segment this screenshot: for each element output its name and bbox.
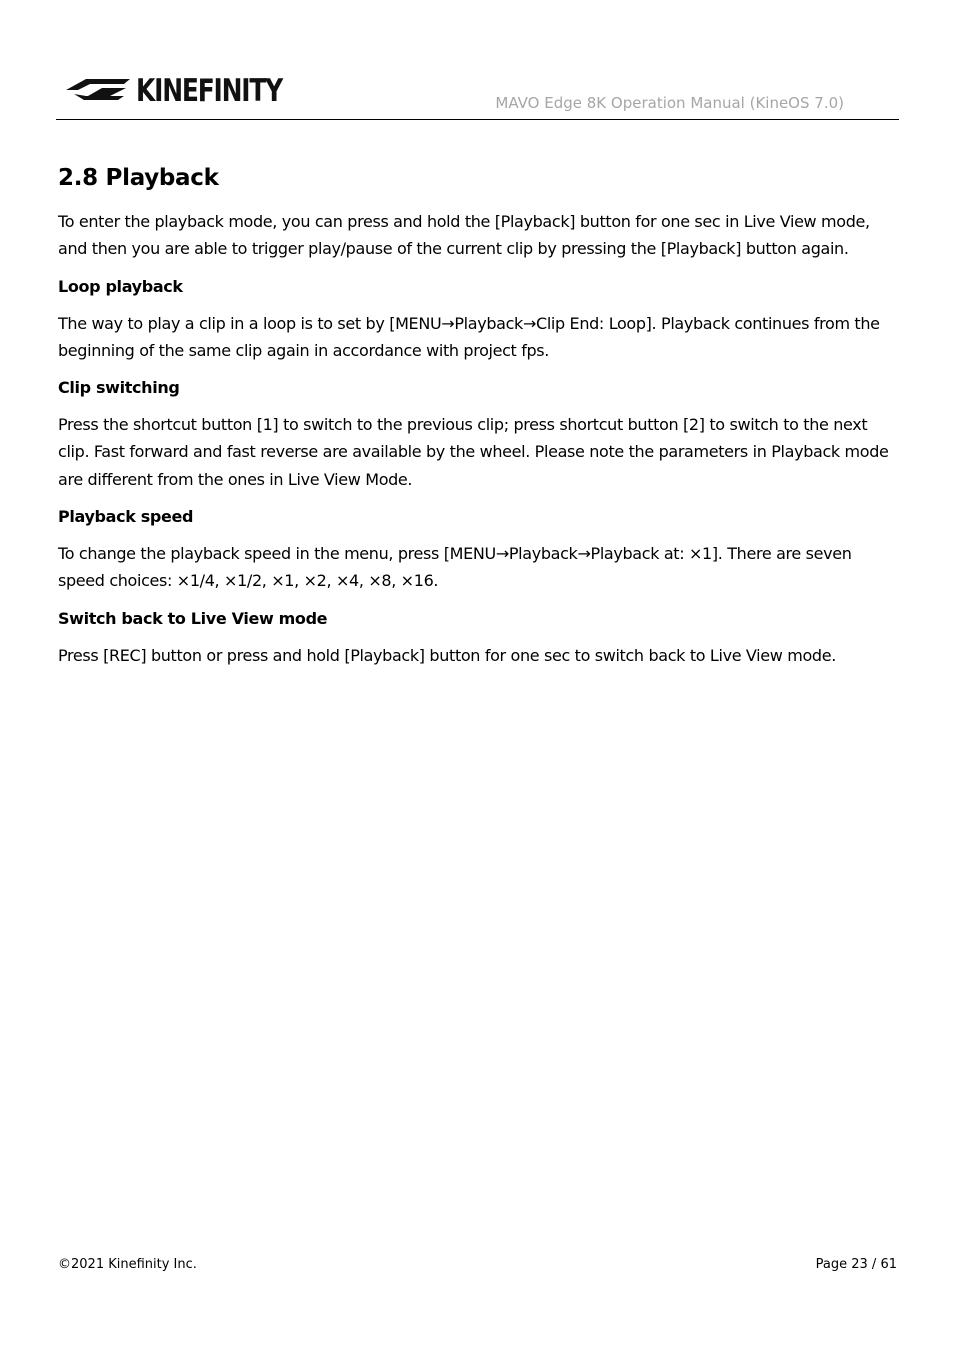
copyright-text: ©2021 Kinefinity Inc. (58, 1257, 197, 1272)
subsection-paragraph: Press [REC] button or press and hold [Playback] button for one sec to switch back to Live View mode. (58, 645, 836, 665)
document-title: MAVO Edge 8K Operation Manual (KineOS 7.0) (495, 94, 844, 112)
subsection-heading: Loop playback (58, 276, 183, 296)
intro-paragraph: To enter the playback mode, you can press and hold the [Playback] button for one sec in Live View mode, and then you are able to trigger play/pause of the current clip by pressing the [Playback] button again. (58, 212, 870, 259)
page-header (0, 0, 954, 122)
subsection-paragraph: Press the shortcut button [1] to switch to the previous clip; press shortcut button [2] to switch to the next clip. Fast forward and fast reverse are available by the wheel. Please note the parameters in Playback mode are different from the ones in Live View Mode. (58, 415, 889, 489)
svg-text:KINEFINITY: KINEFINITY (136, 73, 284, 109)
subsection-heading: Switch back to Live View mode (58, 608, 328, 628)
header-divider (56, 119, 899, 120)
subsection-paragraph: The way to play a clip in a loop is to set by [MENU→Playback→Clip End: Loop]. Playback continues from the beginning of the same clip again in accordance with project fps. (58, 313, 880, 360)
kinefinity-logo (66, 70, 286, 109)
subsection-heading: Playback speed (58, 507, 194, 527)
page-number: Page 23 / 61 (815, 1257, 897, 1272)
subsection-heading: Clip switching (58, 378, 180, 398)
section-title: 2.8 Playback (58, 165, 219, 191)
page-footer (0, 1254, 954, 1278)
main-content (58, 160, 898, 679)
subsection-paragraph: To change the playback speed in the menu, press [MENU→Playback→Playback at: ×1]. There are seven speed choices: ×1/4, ×1/2, ×1, ×2, ×4, ×8, ×16. (58, 544, 852, 591)
